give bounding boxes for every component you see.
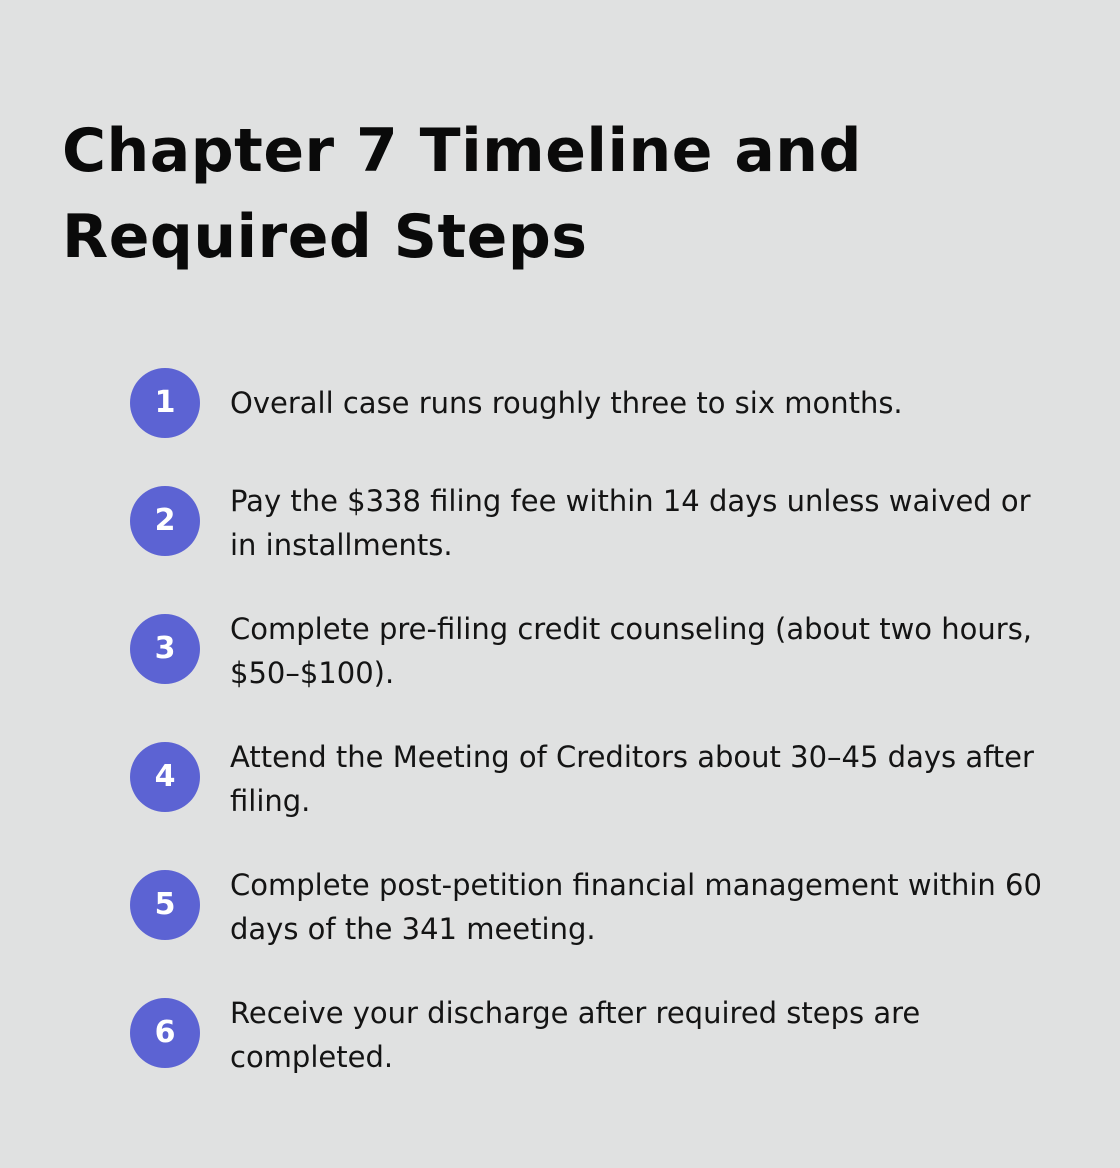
step-number-badge: 1 (130, 368, 200, 438)
step-text: Complete pre-filing credit counseling (about two hours, $50–$100). (230, 612, 1033, 690)
step-text: Overall case runs roughly three to six months. (230, 386, 903, 420)
step-number-badge: 2 (130, 486, 200, 556)
step-text: Attend the Meeting of Creditors about 30–45 days after filing. (230, 740, 1034, 818)
step-number-badge: 4 (130, 742, 200, 812)
step-text: Complete post-petition financial management within 60 days of the 341 meeting. (230, 868, 1042, 946)
step-number-badge: 5 (130, 870, 200, 940)
step-number-badge: 3 (130, 614, 200, 684)
step-number-badge: 6 (130, 998, 200, 1068)
page-title (62, 108, 962, 280)
step-text: Receive your discharge after required steps are completed. (230, 996, 921, 1074)
step-text: Pay the $338 filing fee within 14 days unless waived or in installments. (230, 484, 1031, 562)
page-title-line-2: Required Steps (62, 202, 588, 272)
page-title-line-1: Chapter 7 Timeline and (62, 116, 862, 186)
